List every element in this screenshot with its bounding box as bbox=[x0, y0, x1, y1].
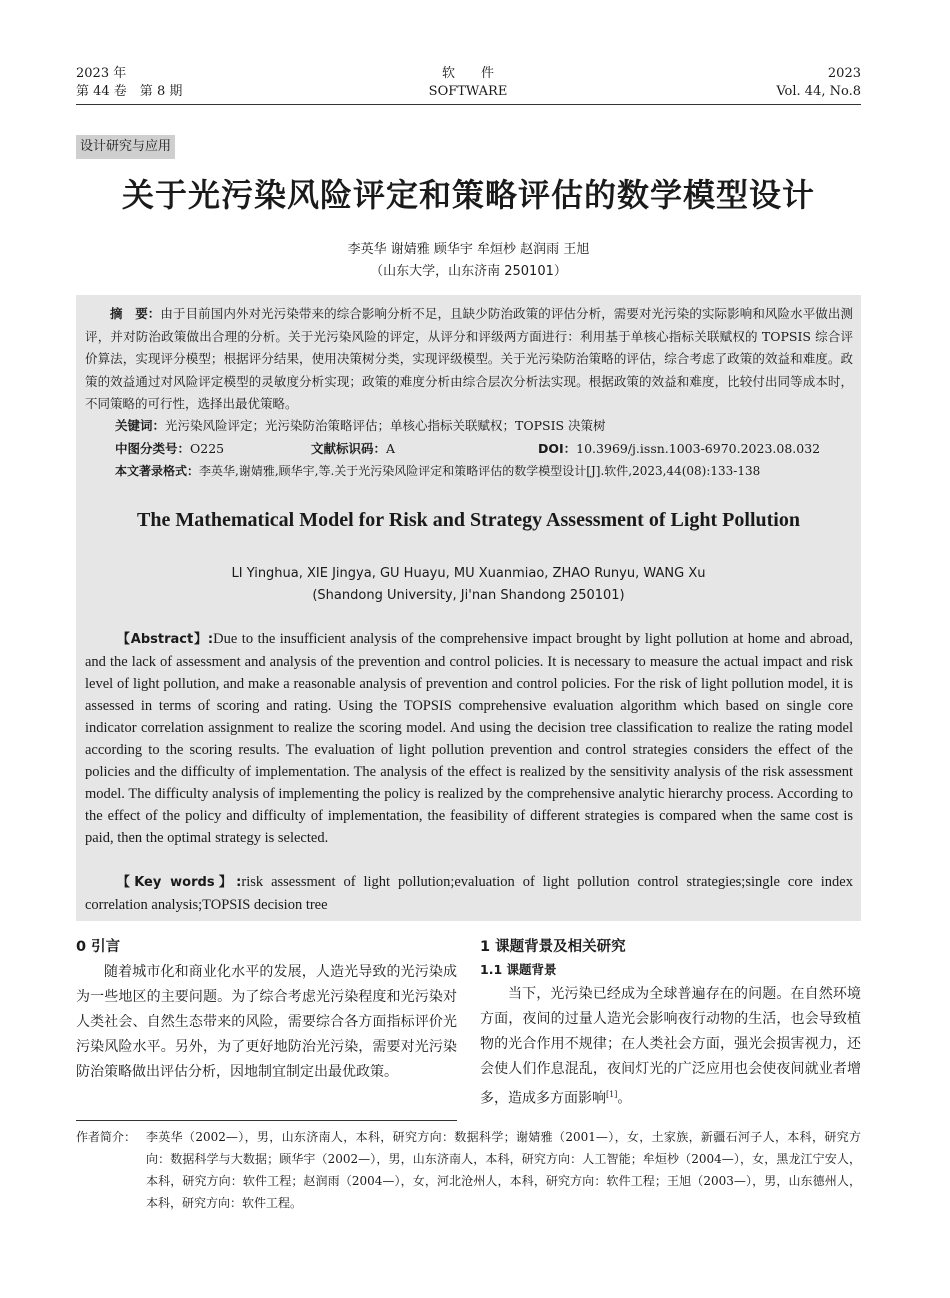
citation-format bbox=[115, 460, 760, 482]
header-left bbox=[76, 65, 182, 101]
keywords-en-text: risk assessment of light pollution;evaluation of light pollution control strategies;single core index correlation analysis;TOPSIS decision tree bbox=[85, 874, 853, 913]
affiliation-en: (Shandong University, Ji'nan Shandong 250101) bbox=[312, 588, 625, 603]
abstract-cn bbox=[85, 303, 853, 416]
abstract-en-label: 【Abstract】: bbox=[116, 632, 214, 647]
header-year: 2023 bbox=[827, 66, 861, 81]
citation-ref: [1] bbox=[606, 1090, 618, 1099]
clc-number bbox=[115, 438, 224, 460]
section-1-heading: 1 课题背景及相关研究 bbox=[480, 939, 626, 955]
keywords-en bbox=[85, 871, 853, 916]
doc-label: 文献标识码： bbox=[311, 441, 387, 456]
citation-label: 本文著录格式： bbox=[115, 464, 200, 478]
keywords-cn bbox=[115, 415, 606, 437]
abstract-cn-text: 由于目前国内外对光污染带来的综合影响分析不足，且缺少防治政策的评估分析，需要对光污染的实际影响和风险水平做出测评，并对防治政策做出合理的分析。关于光污染风险的评定，从评分和评级两方面进行：利用基于单核心指标关联赋权的 TOPSIS 综合评价算法，实现评分模型；根据评分结果，使用决策树分类，实现评级模型。关于光污染防治策略的评估，综合考虑了政策的效益和难度。政策的效益通过对风险评定模型的灵敏度分析实现；政策的难度分析由综合层次分析法实现。根据政策的效益和难度，比较付出同等成本时，不同策略的可行性，选择出最优策略。 bbox=[85, 306, 853, 411]
header-year-cn: 2023 年 bbox=[76, 66, 127, 81]
author-footnote bbox=[76, 1126, 861, 1214]
section-0-heading: 0 引言 bbox=[76, 939, 121, 955]
section-1-1-heading: 1.1 课题背景 bbox=[480, 962, 557, 977]
doi-label: DOI： bbox=[538, 441, 577, 456]
section-1 bbox=[480, 936, 861, 1112]
header-right bbox=[661, 65, 861, 101]
section-1-1-text: 当下，光污染已经成为全球普遍存在的问题。在自然环境方面，夜间的过量人造光会影响夜行动物的生活，也会导致植物的光合作用不规律；在人类社会方面，强光会损害视力，还会使人们作息混乱，夜间灯光的广泛应用也会使夜间就业者增多，造成多方面影响 bbox=[480, 986, 861, 1107]
citation-text: 李英华,谢婧雅,顾华宇,等.关于光污染风险评定和策略评估的数学模型设计[J].软件,2023,44(08):133-138 bbox=[199, 464, 761, 478]
abstract-cn-label: 摘 要： bbox=[110, 306, 161, 321]
doi bbox=[538, 438, 820, 460]
journal-name-en: SOFTWARE bbox=[428, 84, 508, 99]
footnote-label: 作者简介： bbox=[76, 1130, 137, 1144]
abstract-en bbox=[85, 628, 853, 849]
doi-value: 10.3969/j.issn.1003-6970.2023.08.032 bbox=[576, 441, 821, 456]
title-en: The Mathematical Model for Risk and Strategy Assessment of Light Pollution bbox=[137, 509, 800, 531]
header-volume-en: Vol. 44, No.8 bbox=[776, 84, 861, 99]
footnote-text: 李英华（2002—），男，山东济南人，本科，研究方向：数据科学；谢婧雅（2001—），女，土家族，新疆石河子人，本科，研究方向：数据科学与大数据；顾华宇（2002—），男，山东济南人，本科，研究方向：人工智能；牟烜杪（2004—），女，黑龙江宁安人，本科，研究方向：软件工程；赵润雨（2004—），女，河北沧州人，本科，研究方向：软件工程；王旭（2003—），男，山东德州人，本科，研究方向：软件工程。 bbox=[146, 1130, 861, 1210]
abstract-en-text: Due to the insufficient analysis of the comprehensive impact brought by light pollution at home and abroad, and the lack of assessment and analysis of the prevention and control policies. It is necessary to measure the actual impact and risk level of light pollution, and make a reasonable analysis of prevention and control policies. For the risk of light pollution model, it is assessed in terms of scoring and rating. Using the TOPSIS comprehensive evaluation algorithm which based on single core indicator correlation assignment to realize the scoring model. And using the decision tree classification to realize the rating model according to the scoring results. The evaluation of light pollution prevention and control strategies considers the effect of the policies and the difficulty of implementation. The analysis of the effect is realized by the sensitivity analysis of the risk assessment model. The difficulty analysis of implementing the policy is realized by the comprehensive analytic hierarchy process. According to the effect of the policy and difficulty of implementation, the feasibility of different strategies is compared when the same cost is paid, then the optimal strategy is selected. bbox=[85, 631, 853, 846]
footnote-rule bbox=[76, 1120, 457, 1121]
page-title: 关于光污染风险评定和策略评估的数学模型设计 bbox=[121, 176, 815, 214]
section-tag: 设计研究与应用 bbox=[76, 135, 175, 159]
journal-name-cn: 软 件 bbox=[441, 66, 494, 81]
section-0 bbox=[76, 936, 457, 1085]
keywords-cn-label: 关键词： bbox=[115, 418, 166, 433]
authors-en: LI Yinghua, XIE Jingya, GU Huayu, MU Xuanmiao, ZHAO Runyu, WANG Xu bbox=[231, 566, 706, 581]
section-1-1-paragraph bbox=[480, 982, 861, 1112]
authors-cn: 李英华 谢婧雅 顾华宇 牟烜杪 赵润雨 王旭 bbox=[347, 242, 590, 257]
section-0-paragraph: 随着城市化和商业化水平的发展，人造光导致的光污染成为一些地区的主要问题。为了综合考虑光污染程度和光污染对人类社会、自然生态带来的风险，需要综合各方面指标评价光污染风险水平。另外，为了更好地防治光污染，需要对光污染防治策略做出评估分析，因地制宜制定出最优政策。 bbox=[76, 964, 457, 1080]
header-rule bbox=[76, 104, 861, 105]
affiliation-cn: （山东大学，山东济南 250101） bbox=[370, 264, 567, 279]
header-volume-cn: 第 44 卷 第 8 期 bbox=[76, 84, 183, 99]
keywords-en-label: 【Key words】: bbox=[116, 875, 242, 890]
section-1-1-end: 。 bbox=[617, 1090, 632, 1107]
clc-value: O225 bbox=[190, 441, 225, 456]
keywords-cn-text: 光污染风险评定；光污染防治策略评估；单核心指标关联赋权；TOPSIS 决策树 bbox=[165, 418, 606, 433]
header-center bbox=[368, 65, 568, 101]
clc-label: 中图分类号： bbox=[115, 441, 191, 456]
document-code bbox=[311, 438, 395, 460]
doc-value: A bbox=[386, 441, 396, 456]
